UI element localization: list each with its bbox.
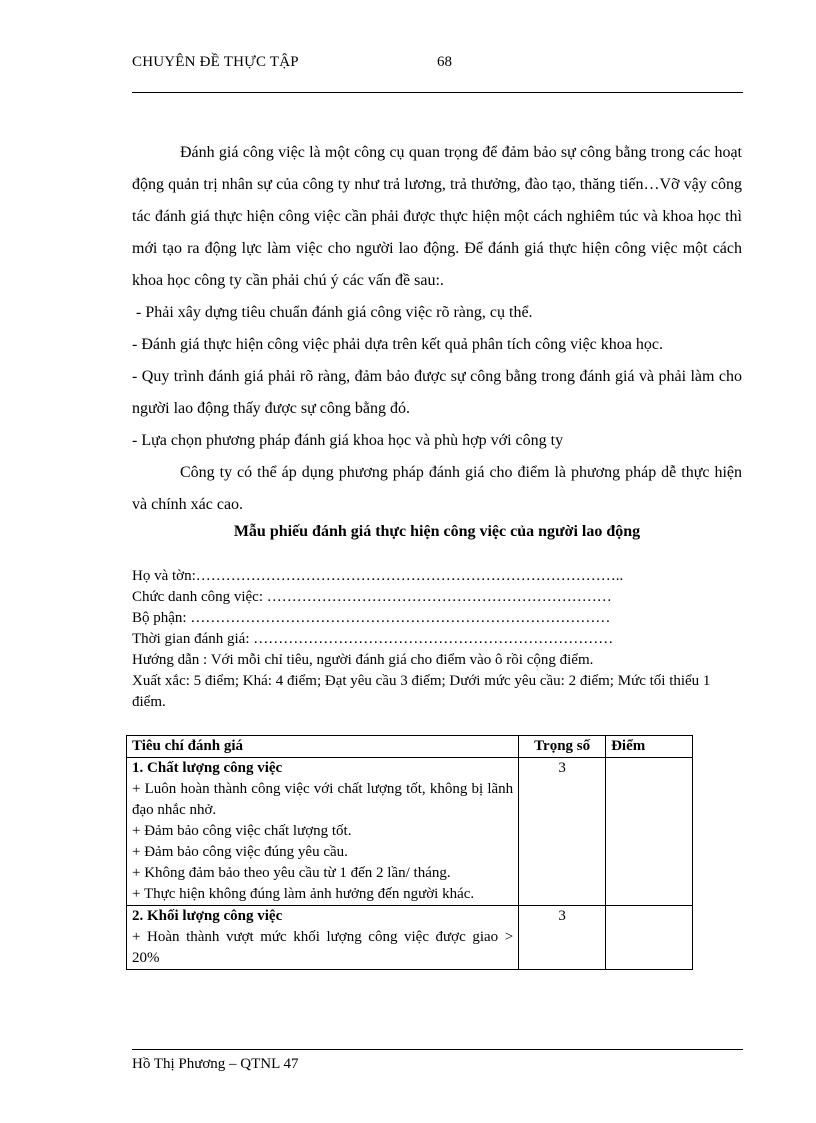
bullet-item: - Đánh giá thực hiện công việc phải dựa trên kết quả phân tích công việc khoa học.	[132, 336, 663, 353]
body-text	[132, 137, 742, 521]
criteria-cell	[127, 906, 519, 970]
table-row	[127, 758, 693, 906]
criteria-title: 1. Chất lượng công việc	[132, 760, 283, 776]
scale-line: Xuất xắc: 5 điểm; Khá: 4 điểm; Đạt yêu cầu 3 điểm; Dưới mức yêu cầu: 2 điểm; Mức tối thiểu 1 điểm.	[132, 673, 711, 710]
weight-cell: 3	[519, 758, 606, 906]
criteria-line: + Không đảm bảo theo yêu cầu từ 1 đến 2 lần/ tháng.	[132, 865, 451, 881]
score-cell	[606, 758, 693, 906]
criteria-line: + Luôn hoàn thành công việc với chất lượng tốt, không bị lãnh đạo nhắc nhở.	[132, 781, 514, 818]
method-paragraph: Công ty có thể áp dụng phương pháp đánh giá cho điểm là phương pháp dễ thực hiện và chính xác cao.	[132, 464, 742, 513]
criteria-line: + Đảm bảo công việc chất lượng tốt.	[132, 823, 352, 839]
header-title: CHUYÊN ĐỀ THỰC TẬP	[132, 54, 299, 70]
table-header-row	[127, 736, 693, 758]
header-score: Điểm	[606, 736, 693, 758]
footer-author: Hồ Thị Phương – QTNL 47	[132, 1056, 299, 1072]
form-fields	[132, 566, 742, 713]
criteria-table	[126, 735, 693, 970]
criteria-line: + Thực hiện không đúng làm ảnh hưởng đến người khác.	[132, 886, 475, 902]
bullet-item: - Lựa chọn phương pháp đánh giá khoa học và phù hợp với công ty	[132, 432, 564, 449]
page-footer	[132, 1049, 743, 1073]
weight-cell: 3	[519, 906, 606, 970]
criteria-line: + Đảm bảo công việc đúng yêu cầu.	[132, 844, 348, 860]
guide-line: Hướng dẫn : Với mỗi chỉ tiêu, người đánh giá cho điểm vào ô rồi cộng điểm.	[132, 652, 594, 668]
page-number: 68	[437, 54, 452, 70]
intro-paragraph: Đánh giá công việc là một công cụ quan trọng để đảm bảo sự công bằng trong các hoạt động quản trị nhân sự của công ty như trả lương, trả thưởng, đào tạo, thăng tiến…Vỡ vậy công tác đánh giá thực hiện công việc cần phải được thực hiện một cách nghiêm túc và khoa học thì mới tạo ra động lực làm việc cho người lao động. Để đánh giá thực hiện công việc một cách khoa học công ty cần phải chú ý các vấn đề sau:.	[132, 144, 742, 289]
name-field-line: Họ và tờn:…………………………………………………………………………..	[132, 568, 624, 584]
department-field-line: Bộ phận: …………………………………………………………………………	[132, 610, 611, 626]
bullet-item: - Phải xây dựng tiêu chuẩn đánh giá công việc rõ ràng, cụ thể.	[136, 304, 533, 321]
page-header	[132, 52, 743, 93]
bullet-item: - Quy trình đánh giá phải rõ ràng, đảm bảo được sự công bằng trong đánh giá và phải làm cho người lao động thấy được sự công bằng đó.	[132, 368, 742, 417]
criteria-cell	[127, 758, 519, 906]
time-field-line: Thời gian đánh giá: ………………………………………………………………	[132, 631, 614, 647]
form-title: Mẫu phiếu đánh giá thực hiện công việc của người lao động	[233, 523, 641, 540]
header-criteria: Tiêu chí đánh giá	[127, 736, 519, 758]
header-weight: Trọng số	[519, 736, 606, 758]
score-cell	[606, 906, 693, 970]
position-field-line: Chức danh công việc: ……………………………………………………………	[132, 589, 612, 605]
table-row	[127, 906, 693, 970]
criteria-title: 2. Khối lượng công việc	[132, 908, 283, 924]
criteria-line: + Hoàn thành vượt mức khối lượng công việc được giao > 20%	[132, 929, 514, 966]
